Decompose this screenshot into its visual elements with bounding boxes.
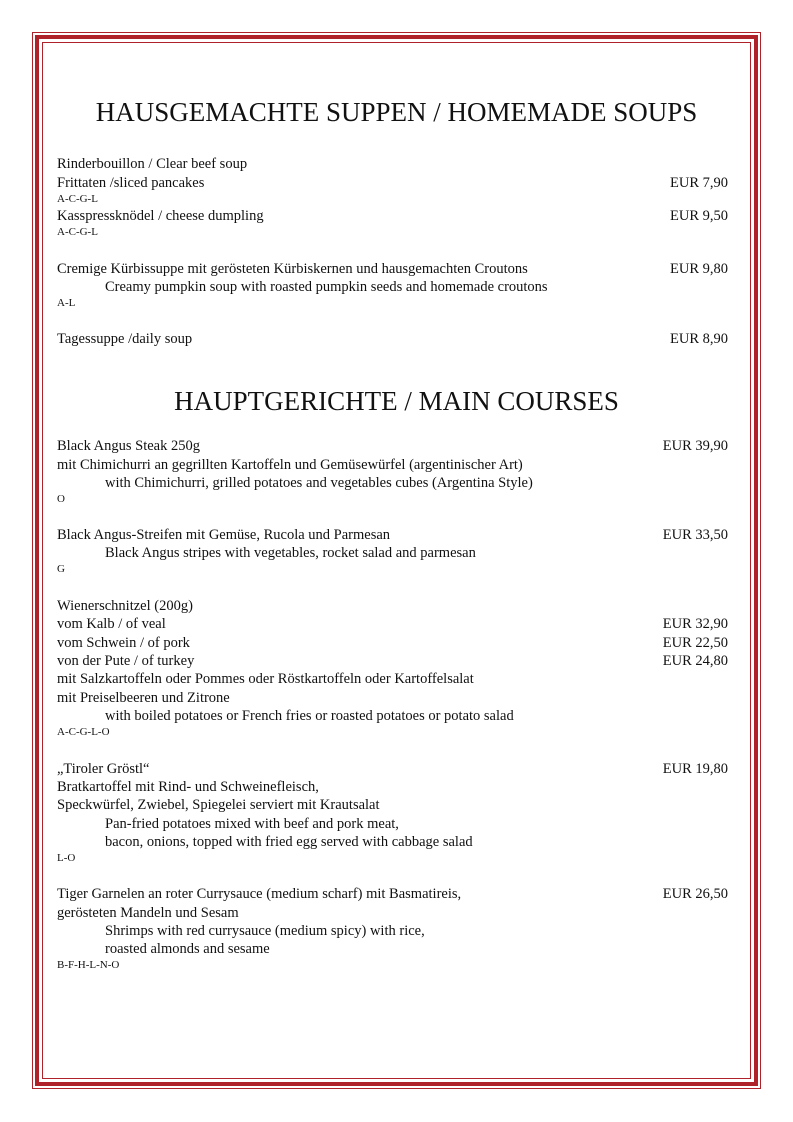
prawns-description-de-1: Tiger Garnelen an roter Currysauce (medium scharf) mit Basmatireis,: [57, 886, 462, 902]
prawns-allergens: B-F-H-L-N-O: [57, 959, 120, 971]
groestl-description-en-2: bacon, onions, topped with fried egg served with cabbage salad: [105, 834, 473, 850]
pumpkin-soup-allergens: A-L: [57, 297, 76, 309]
frittaten-item: Frittaten /sliced pancakes: [57, 175, 205, 191]
frittaten-allergens: A-C-G-L: [57, 193, 98, 205]
steak-allergens: O: [57, 493, 65, 505]
angus-strips-en: Black Angus stripes with vegetables, rocket salad and parmesan: [105, 545, 476, 561]
frittaten-price: EUR 7,90: [670, 175, 728, 191]
prawns-description-en-1: Shrimps with red currysauce (medium spicy) with rice,: [105, 923, 425, 939]
groestl-description-de-2: Speckwürfel, Zwiebel, Spiegelei serviert mit Krautsalat: [57, 797, 380, 813]
schnitzel-turkey-price: EUR 24,80: [662, 653, 728, 669]
soups-heading: HAUSGEMACHTE SUPPEN / HOMEMADE SOUPS: [95, 97, 698, 127]
kasspress-price: EUR 9,50: [670, 208, 728, 224]
steak-title: Black Angus Steak 250g: [57, 438, 200, 454]
steak-description-de: mit Chimichurri an gegrillten Kartoffeln und Gemüsewürfel (argentinischer Art): [57, 457, 523, 473]
prawns-description-de-2: gerösteten Mandeln und Sesam: [57, 905, 239, 921]
prawns-price: EUR 26,50: [662, 886, 728, 902]
groestl-title: „Tiroler Gröstl“: [57, 761, 150, 777]
schnitzel-sides-de: mit Salzkartoffeln oder Pommes oder Röstkartoffeln oder Kartoffelsalat: [57, 671, 474, 687]
schnitzel-title: Wienerschnitzel (200g): [57, 598, 193, 614]
groestl-description-de-1: Bratkartoffel mit Rind- und Schweinefleisch,: [57, 779, 319, 795]
angus-strips-de: Black Angus-Streifen mit Gemüse, Rucola und Parmesan: [57, 527, 391, 543]
schnitzel-pork: vom Schwein / of pork: [57, 635, 190, 651]
pumpkin-soup-de: Cremige Kürbissuppe mit gerösteten Kürbiskernen und hausgemachten Croutons: [57, 261, 528, 277]
schnitzel-pork-price: EUR 22,50: [662, 635, 728, 651]
schnitzel-garnish-de: mit Preiselbeeren und Zitrone: [57, 690, 230, 706]
daily-soup: Tagessuppe /daily soup: [57, 331, 193, 347]
groestl-description-en-1: Pan-fried potatoes mixed with beef and pork meat,: [105, 816, 399, 832]
schnitzel-sides-en: with boiled potatoes or French fries or roasted potatoes or potato salad: [105, 708, 514, 724]
schnitzel-veal: vom Kalb / of veal: [57, 616, 166, 632]
schnitzel-veal-price: EUR 32,90: [662, 616, 728, 632]
daily-soup-price: EUR 8,90: [670, 331, 728, 347]
schnitzel-turkey: von der Pute / of turkey: [57, 653, 195, 669]
pumpkin-soup-price: EUR 9,80: [670, 261, 728, 277]
pumpkin-soup-en: Creamy pumpkin soup with roasted pumpkin seeds and homemade croutons: [105, 279, 548, 295]
groestl-allergens: L-O: [57, 852, 76, 864]
mains-heading: HAUPTGERICHTE / MAIN COURSES: [174, 386, 619, 416]
kasspress-allergens: A-C-G-L: [57, 226, 98, 238]
angus-strips-price: EUR 33,50: [662, 527, 728, 543]
schnitzel-allergens: A-C-G-L-O: [57, 726, 110, 738]
prawns-description-en-2: roasted almonds and sesame: [105, 941, 270, 957]
steak-price: EUR 39,90: [662, 438, 728, 454]
bouillon-title: Rinderbouillon / Clear beef soup: [57, 156, 248, 172]
groestl-price: EUR 19,80: [662, 761, 728, 777]
angus-strips-allergens: G: [57, 563, 65, 575]
kasspress-item: Kasspressknödel / cheese dumpling: [57, 208, 264, 224]
steak-description-en: with Chimichurri, grilled potatoes and vegetables cubes (Argentina Style): [105, 475, 533, 491]
